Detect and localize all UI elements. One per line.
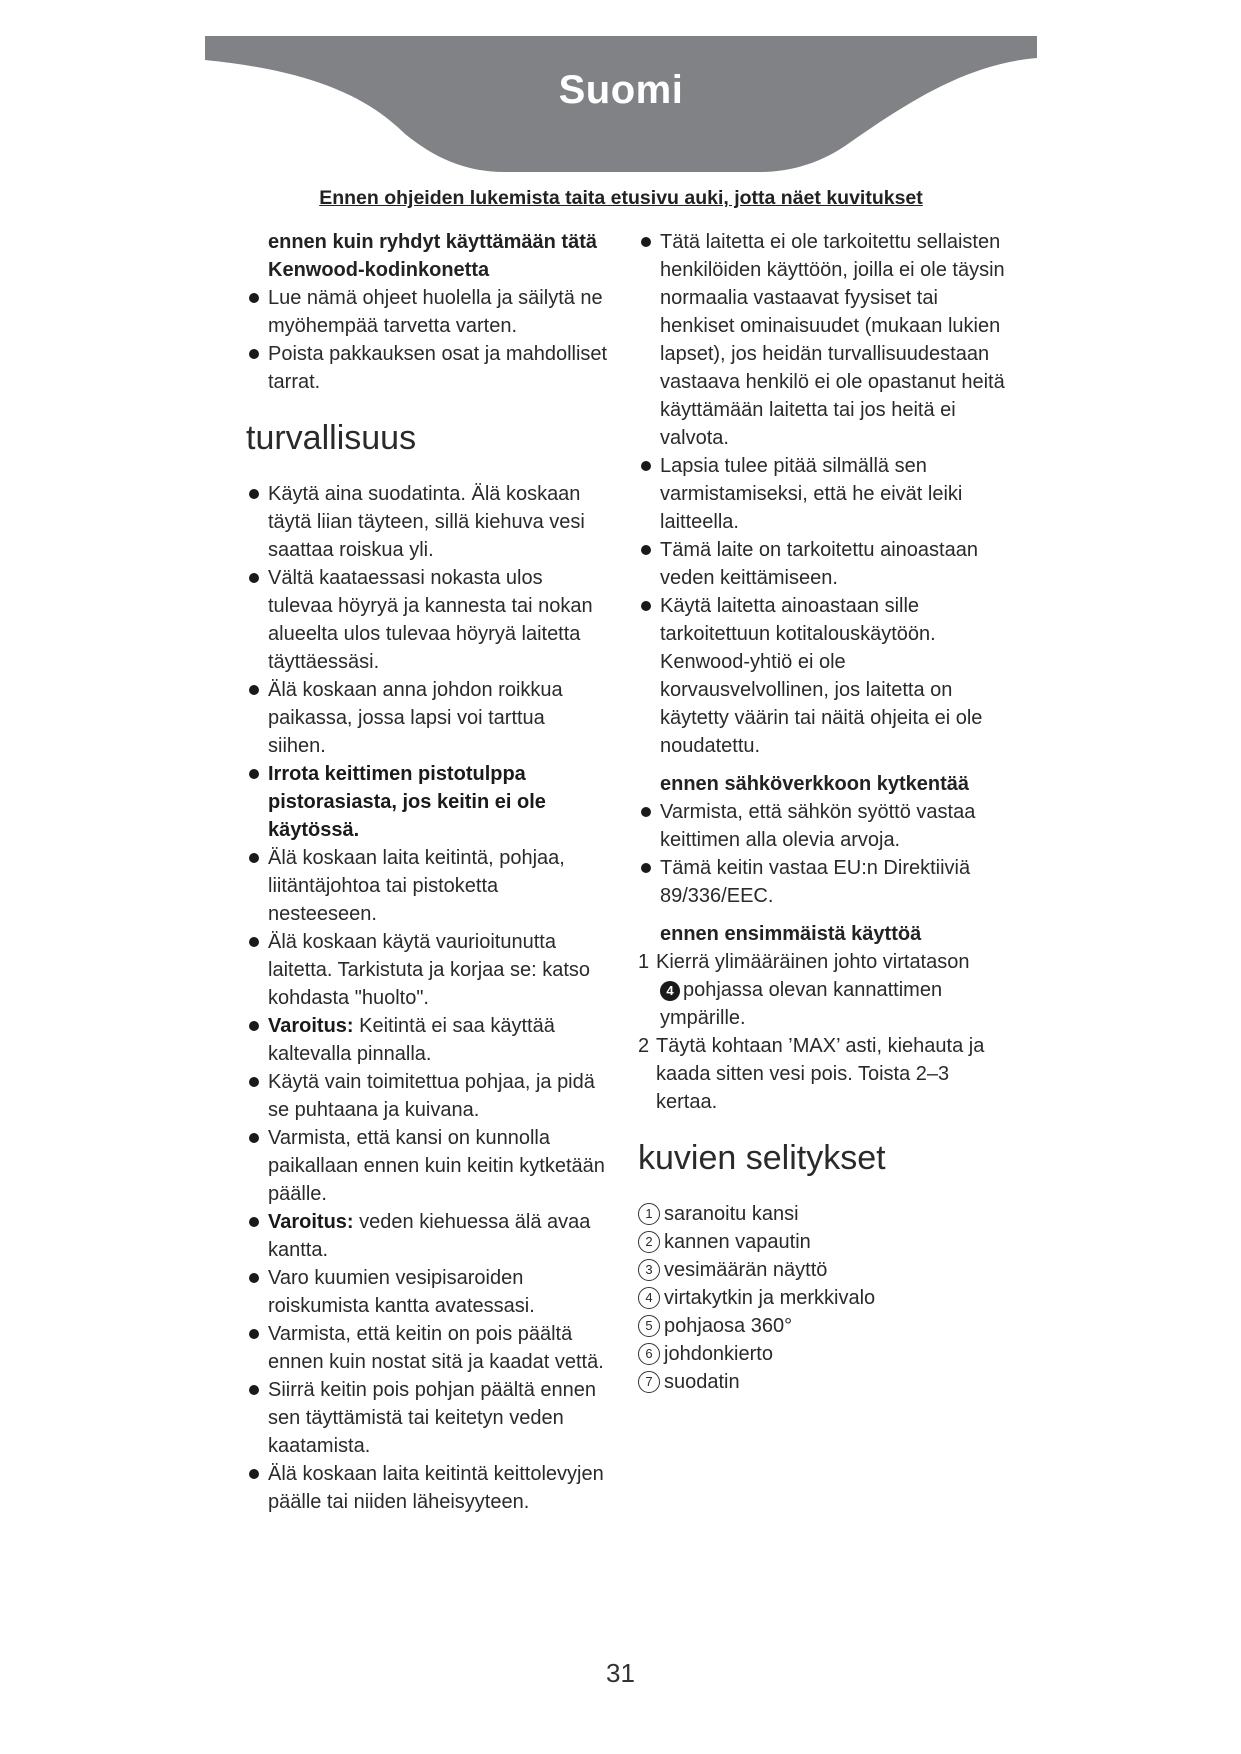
legend-number: 7 (638, 1371, 660, 1393)
safety-list-continued (638, 228, 1008, 760)
legend-label: johdonkierto (664, 1343, 773, 1365)
mains-list (638, 798, 1008, 910)
list-item: Käytä vain toimitettua pohjaa, ja pidä se puhtaana ja kuivana. (246, 1068, 608, 1124)
before-use-list (246, 284, 608, 396)
legend-item (638, 1312, 1008, 1340)
step-number: 1 (638, 951, 650, 973)
list-item-text: Keitintä ei saa käyttää kaltevalla pinnalla. (268, 1015, 555, 1065)
legend-number: 1 (638, 1203, 660, 1225)
list-item: Älä koskaan anna johdon roikkua paikassa, jossa lapsi voi tarttua siihen. (246, 676, 608, 760)
step-text: Täytä kohtaan ’MAX’ asti, kiehauta ja kaada sitten vesi pois. Toista 2–3 kertaa. (656, 1035, 985, 1113)
list-item-bold: Irrota keittimen pistotulppa pistorasiasta, jos keitin ei ole käytössä. (246, 760, 608, 844)
safety-heading: turvallisuus (246, 419, 417, 457)
first-use-steps (638, 948, 1008, 1116)
legend-item (638, 1256, 1008, 1284)
list-item: Tämä keitin vastaa EU:n Direktiiviä 89/336/EEC. (638, 854, 1008, 910)
list-item: Poista pakkauksen osat ja mahdolliset tarrat. (246, 340, 608, 396)
step-item (638, 948, 1008, 1032)
list-item: Älä koskaan laita keitintä, pohjaa, liitäntäjohtoa tai pistoketta nesteeseen. (246, 844, 608, 928)
legend-label: kannen vapautin (664, 1231, 811, 1253)
list-item: Varmista, että keitin on pois päältä ennen kuin nostat sitä ja kaadat vettä. (246, 1320, 608, 1376)
step-text: pohjassa olevan kannattimen ympärille. (660, 979, 943, 1029)
list-item (246, 1208, 608, 1264)
legend-list (638, 1200, 1008, 1396)
intro-note: Ennen ohjeiden lukemista taita etusivu auki, jotta näet kuvitukset (319, 187, 923, 209)
legend-item (638, 1200, 1008, 1228)
legend-heading: kuvien selitykset (638, 1139, 886, 1177)
step-number: 2 (638, 1035, 650, 1057)
list-item: Tämä laite on tarkoitettu ainoastaan veden keittämiseen. (638, 536, 1008, 592)
list-item: Tätä laitetta ei ole tarkoitettu sellaisten henkilöiden käyttöön, joilla ei ole täysin normaalia vastaavat fyysiset tai henkiset ominaisuudet (mukaan lukien lapset), jos heidän turvallisuudestaan vastaava henkilö ei ole opastanut heitä käyttämään laitetta tai jos heitä ei valvota. (638, 228, 1008, 452)
legend-label: saranoitu kansi (664, 1203, 799, 1225)
list-item: Lue nämä ohjeet huolella ja säilytä ne myöhempää tarvetta varten. (246, 284, 608, 340)
list-item: Älä koskaan käytä vaurioitunutta laitetta. Tarkistuta ja korjaa se: katso kohdasta "huolto". (246, 928, 608, 1012)
legend-label: virtakytkin ja merkkivalo (664, 1287, 876, 1309)
list-item: Vältä kaataessasi nokasta ulos tulevaa höyryä ja kannesta tai nokan alueelta ulos tulevaa höyryä laitetta täyttäessäsi. (246, 564, 608, 676)
safety-list (246, 480, 608, 1516)
warning-label: Varoitus: (268, 1211, 354, 1233)
legend-number: 5 (638, 1315, 660, 1337)
legend-label: suodatin (664, 1371, 740, 1393)
legend-label: pohjaosa 360° (664, 1315, 793, 1337)
legend-number: 2 (638, 1231, 660, 1253)
warning-label: Varoitus: (268, 1015, 354, 1037)
legend-number: 4 (638, 1287, 660, 1309)
list-item: Varmista, että sähkön syöttö vastaa keittimen alla olevia arvoja. (638, 798, 1008, 854)
before-use-heading: ennen kuin ryhdyt käyttämään tätä Kenwood-kodinkonetta (268, 231, 597, 281)
left-column (246, 228, 608, 1516)
step-item (638, 1032, 1008, 1116)
legend-item (638, 1228, 1008, 1256)
legend-number: 6 (638, 1343, 660, 1365)
legend-item (638, 1368, 1008, 1396)
legend-item (638, 1284, 1008, 1312)
first-use-heading: ennen ensimmäistä käyttöä (660, 923, 922, 945)
page-title: Suomi (558, 68, 684, 112)
list-item: Käytä laitetta ainoastaan sille tarkoitettuun kotitalouskäytöön. Kenwood-yhtiö ei ole korvausvelvollinen, jos laitetta on käytetty väärin tai näitä ohjeita ei ole noudatettu. (638, 592, 1008, 760)
legend-number: 3 (638, 1259, 660, 1281)
list-item: Varmista, että kansi on kunnolla paikallaan ennen kuin keitin kytketään päälle. (246, 1124, 608, 1208)
list-item: Lapsia tulee pitää silmällä sen varmistamiseksi, että he eivät leiki laitteella. (638, 452, 1008, 536)
figure-ref-badge: 4 (660, 981, 680, 1001)
list-item-text: veden kiehuessa älä avaa kantta. (268, 1211, 591, 1261)
list-item: Älä koskaan laita keitintä keittolevyjen päälle tai niiden läheisyyteen. (246, 1460, 608, 1516)
legend-item (638, 1340, 1008, 1368)
list-item (246, 1012, 608, 1068)
right-column (638, 228, 1008, 1396)
list-item: Varo kuumien vesipisaroiden roiskumista kantta avatessasi. (246, 1264, 608, 1320)
legend-label: vesimäärän näyttö (664, 1259, 828, 1281)
list-item: Käytä aina suodatinta. Älä koskaan täytä liian täyteen, sillä kiehuva vesi saattaa roiskua yli. (246, 480, 608, 564)
page-number: 31 (606, 1658, 635, 1688)
step-text: Kierrä ylimääräinen johto virtatason (656, 951, 970, 973)
list-item: Siirrä keitin pois pohjan päältä ennen sen täyttämistä tai keitetyn veden kaatamista. (246, 1376, 608, 1460)
mains-heading: ennen sähköverkkoon kytkentää (660, 773, 970, 795)
